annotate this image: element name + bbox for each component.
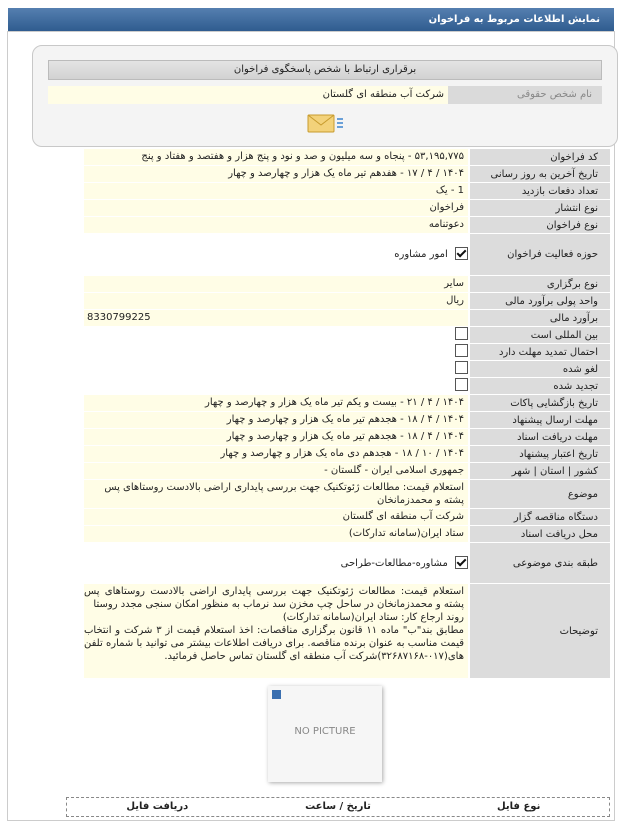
file-type-header: نوع فایل <box>497 801 541 812</box>
label-publish-type: نوع انتشار <box>470 200 610 216</box>
envelope-icon[interactable] <box>306 112 344 134</box>
label-doc-deadline: مهلت دریافت اسناد <box>470 429 610 445</box>
label-validity: تاریخ اعتبار پیشنهاد <box>470 446 610 462</box>
file-download-header: دریافت فایل <box>126 801 189 812</box>
label-description: توضیحات <box>470 584 610 678</box>
label-estimate: برآورد مالی <box>470 310 610 326</box>
label-category: طبقه بندی موضوعی <box>470 543 610 583</box>
international-field <box>84 327 468 343</box>
label-subject: موضوع <box>470 480 610 508</box>
label-submit-deadline: مهلت ارسال پیشنهاد <box>470 412 610 428</box>
activity-checkbox[interactable] <box>455 247 468 260</box>
value-views: 1 - یک <box>84 183 468 199</box>
value-doc-deadline: ۱۴۰۴ / ۴ / ۱۸ - هجدهم تیر ماه یک هزار و چهارصد و چهار <box>84 429 468 445</box>
activity-field <box>84 247 468 263</box>
value-updated: ۱۴۰۴ / ۴ / ۱۷ - هفدهم تیر ماه یک هزار و چهارصد و چهار <box>84 166 468 182</box>
value-location: جمهوری اسلامی ایران - گلستان - <box>84 463 468 479</box>
label-opening-date: تاریخ بازگشایی پاکات <box>470 395 610 411</box>
description-line-3: مطابق بند"ب" ماده ۱۱ قانون برگزاری مناقصات: اخذ استعلام قیمت از ۳ شرکت و انتخاب قیمت مناسب به عنوان برنده مناقصه. برای دریافت اطلاعات بیشتر می توانید با شماره تلفن های(۰۱۷-۳۲۶۸۷۱۶۸)شرکت آب منطقه ای گلستان تماس حاصل فرمائید. <box>84 625 465 662</box>
label-holding-type: نوع برگزاری <box>470 276 610 292</box>
description-line-2: روند ارجاع کار: ستاد ایران(سامانه تدارکات) <box>282 612 464 623</box>
value-estimate: 8330799225 <box>84 310 468 326</box>
value-currency: ریال <box>84 293 468 309</box>
value-call-type: دعوتنامه <box>84 217 468 233</box>
category-field <box>84 556 468 572</box>
renewed-field <box>84 378 468 394</box>
label-location: کشور | استان | شهر <box>470 463 610 479</box>
label-activity: حوزه فعالیت فراخوان <box>470 234 610 275</box>
contact-label: نام شخص حقوقی <box>448 86 602 104</box>
value-submit-deadline: ۱۴۰۴ / ۴ / ۱۸ - هجدهم تیر ماه یک هزار و چهارصد و چهار <box>84 412 468 428</box>
label-call-type: نوع فراخوان <box>470 217 610 233</box>
image-corner-icon <box>272 690 281 699</box>
no-picture-label: NO PICTURE <box>294 726 356 737</box>
label-cancelled: لغو شده <box>470 361 610 377</box>
category-checkbox[interactable] <box>455 556 468 569</box>
label-updated: تاریخ آخرین به روز رسانی <box>470 166 610 182</box>
value-opening-date: ۱۴۰۴ / ۴ / ۲۱ - بیست و یکم تیر ماه یک هزار و چهارصد و چهار <box>84 395 468 411</box>
value-publish-type: فراخوان <box>84 200 468 216</box>
activity-value: امور مشاوره <box>394 248 448 260</box>
category-value: مشاوره-مطالعات-طراحی <box>340 557 448 569</box>
renewed-checkbox[interactable] <box>455 378 468 391</box>
value-holding-type: سایر <box>84 276 468 292</box>
label-organizer: دستگاه مناقصه گزار <box>470 509 610 525</box>
label-views: تعداد دفعات بازدید <box>470 183 610 199</box>
extension-checkbox[interactable] <box>455 344 468 357</box>
value-doc-place: ستاد ایران(سامانه تدارکات) <box>84 526 468 542</box>
label-extension: احتمال تمدید مهلت دارد <box>470 344 610 360</box>
label-doc-place: محل دریافت اسناد <box>470 526 610 542</box>
contact-title: برقراری ارتباط با شخص پاسخگوی فراخوان <box>48 60 602 80</box>
no-picture-image <box>268 686 382 782</box>
label-international: بین المللی است <box>470 327 610 343</box>
value-description <box>84 584 468 678</box>
value-organizer: شرکت آب منطقه ای گلستان <box>84 509 468 525</box>
extension-field <box>84 344 468 360</box>
description-line-1: استعلام قیمت: مطالعات ژئوتکنیک جهت بررسی پایداری اراضی بالادست روستاهای پس پشته و محمدزمانخان در ساحل چپ مخزن سد نرماب به منظور امکان سنجی مجدد روستا <box>84 586 464 610</box>
value-validity: ۱۴۰۴ / ۱۰ / ۱۸ - هجدهم دی ماه یک هزار و چهارصد و چهار <box>84 446 468 462</box>
cancelled-field <box>84 361 468 377</box>
file-date-header: تاریخ / ساعت <box>305 801 371 812</box>
page-title: نمایش اطلاعات مربوط به فراخوان <box>8 8 614 31</box>
value-subject: استعلام قیمت: مطالعات ژئوتکنیک جهت بررسی پایداری اراضی بالادست روستاهای پس پشته و محمدزمانخان <box>84 480 468 508</box>
cancelled-checkbox[interactable] <box>455 361 468 374</box>
international-checkbox[interactable] <box>455 327 468 340</box>
label-renewed: تجدید شده <box>470 378 610 394</box>
label-code: کد فراخوان <box>470 149 610 165</box>
value-code: ۵۳,۱۹۵,۷۷۵ - پنجاه و سه میلیون و صد و نود و پنج هزار و هفتصد و هفتاد و پنج <box>84 149 468 165</box>
files-table-header <box>66 797 610 817</box>
contact-value: شرکت آب منطقه ای گلستان <box>48 86 448 104</box>
label-currency: واحد پولی برآورد مالی <box>470 293 610 309</box>
